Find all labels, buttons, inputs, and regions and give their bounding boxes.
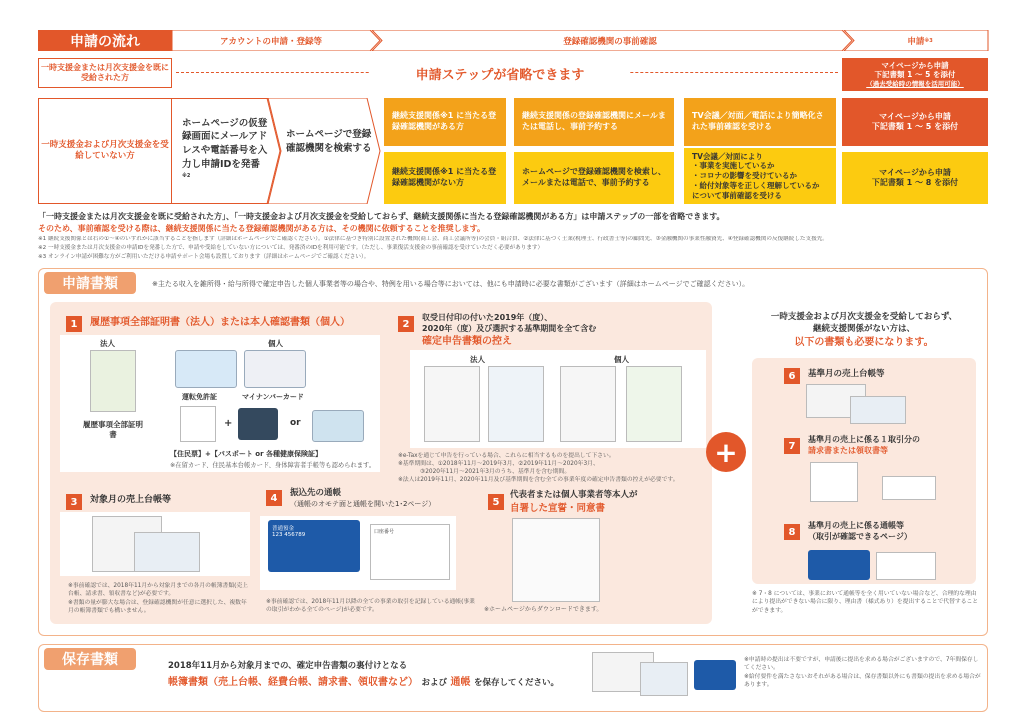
doc1-title: 履歴事項全部証明書（法人）または本人確認書類（個人） xyxy=(90,317,350,328)
doc8-number: 8 xyxy=(784,524,800,540)
doc4-title xyxy=(290,488,435,510)
doc1-combo: 【住民票】+【パスポート or 各種健康保険証】 xyxy=(170,450,322,458)
doc4-note: ※事前確認では、2018年11月以降の全ての事業の取引を記録している通帳(事業の取引がわかる全てのページ)が必要です。 xyxy=(266,599,475,614)
doc8-title-2: （取引が確認できるページ） xyxy=(808,532,912,542)
tax-return-indiv-1 xyxy=(560,366,616,442)
plus-circle-icon: + xyxy=(706,432,746,472)
step-b3-4: ・給付対象等を正しく理解しているか xyxy=(692,180,820,190)
summary-line-2: そのため、事前確認を受ける際は、継続支援関係に当たる登録確認機関がある方は、その機関に依頼することを推奨します。 xyxy=(38,224,486,233)
doc1-note: ※在留カード、住民基本台帳カード、身体障害者手帳等も認められます。 xyxy=(170,462,376,469)
doc5-title-1: 代表者または個人事業者等本人が xyxy=(510,490,638,500)
header-account: アカウントの申請・登録等 xyxy=(220,36,322,47)
passbook-inside-header: 口座番号 xyxy=(374,529,395,535)
step-a4-1: マイページから申請 xyxy=(879,111,951,121)
ledger-image-2 xyxy=(134,532,200,572)
doc1-indiv-label: 個人 xyxy=(268,339,283,348)
doc7-title-1: 基準月の売上に係る１取引分の xyxy=(808,435,920,444)
mynumber-image xyxy=(244,350,306,388)
step-b3-5: について事前確認を受ける xyxy=(692,190,782,200)
additional-note: ※ 7・8 については、事業において通帳等を全く用いていない場合など、合理的な理由により提出ができない場合に限り、理由書（様式あり）を提出することで代替することができます。 xyxy=(752,591,979,614)
step-a2: 継続支援関係の登録確認機関にメールまたは電話し、事前予約する xyxy=(514,98,674,146)
doc6-image-2 xyxy=(850,396,906,424)
header-apply-label: 申請 xyxy=(907,36,925,47)
doc2-title-1: 収受日付印の付いた2019年（度）、 xyxy=(422,313,553,322)
doc2-indiv-label: 個人 xyxy=(614,355,629,364)
doc3-notes xyxy=(68,582,252,616)
step-b3 xyxy=(684,148,836,204)
row1-apply-3: （過去受給時の情報を活用可能） xyxy=(866,80,964,89)
passbook-cover xyxy=(268,520,360,572)
additional-header-1: 一時支援金および月次支援金を受給しておらず、 xyxy=(770,312,958,322)
doc2-note-4: ※法人は2019年11月、2020年11月及び基準期間を含む全ての事業年度の確定申告書類の控えが必要です。 xyxy=(398,477,679,484)
doc6-number: 6 xyxy=(784,368,800,384)
doc2-title xyxy=(422,313,596,348)
keep-text-2 xyxy=(168,673,559,688)
keep-text-2b: および xyxy=(421,678,447,688)
keep-tab: 保存書類 xyxy=(44,648,136,670)
doc1-or: or xyxy=(290,418,301,428)
step-b4-2: 下記書類 1 〜 8 を添付 xyxy=(871,178,959,187)
doc5-note: ※ホームページからダウンロードできます。 xyxy=(484,606,603,613)
insurance-card-image xyxy=(312,410,364,442)
resident-record-image xyxy=(180,406,216,442)
header-apply xyxy=(850,30,990,51)
step-b3-1: TV会議／対面により xyxy=(692,151,763,161)
note-2: ※2 一時支援金または月次支援金の申請IDを発番した方で、申請や受給をしていない方については、発番済のIDを利用可能です。（ただし、事業復活支援金の事前確認を受けていただく必要があります） xyxy=(38,245,544,251)
doc1-corp-label: 法人 xyxy=(100,339,115,348)
keep-notes xyxy=(744,656,984,690)
summary-line-1: 「一時支援金または月次支援金を既に受給された方」、「一時支援金および月次支援金を受給しておらず、継続支援関係に当たる登録確認機関がある方」は申請ステップの一部を省略できます。 xyxy=(38,212,725,221)
doc2-title-2: 2020年（度）及び選択する基準期間を全て含む xyxy=(422,323,597,333)
row1-label: 一時支援金または月次支援金を既に受給された方 xyxy=(38,58,172,88)
step-a4-2: 下記書類 1 〜 5 を添付 xyxy=(871,122,959,131)
step-a4 xyxy=(842,98,988,146)
step-b3-3: ・コロナの影響を受けているか xyxy=(692,171,797,181)
doc3-number: 3 xyxy=(66,494,82,510)
doc8-title xyxy=(808,520,912,542)
step-b4-1: マイページから申請 xyxy=(879,167,951,177)
step-b1: 継続支援関係※1 に当たる登録確認機関がない方 xyxy=(384,152,506,204)
doc1-number: 1 xyxy=(66,316,82,332)
doc4-title-sub: （通帳のオモテ面と通帳を開いた1･2ページ） xyxy=(290,499,436,508)
passbook-inside xyxy=(370,524,450,580)
additional-header-2: 継続支援関係がない方は、 xyxy=(812,323,915,334)
doc3-title: 対象月の売上台帳等 xyxy=(90,495,172,505)
doc6-title: 基準月の売上台帳等 xyxy=(808,369,885,379)
corp-certificate-image xyxy=(90,350,136,412)
keep-text-2d: を保存してください。 xyxy=(473,678,559,688)
doc7-title-2: 請求書または領収書等 xyxy=(808,446,888,456)
doc2-note-1: ※e-Taxを通じて申告を行っている場合、これらに相当するものを提出して下さい。 xyxy=(398,453,615,459)
omit-text: 申請ステップが省略できます xyxy=(370,64,630,83)
signup-sup: ※2 xyxy=(182,172,191,179)
doc4-title-main: 振込先の通帳 xyxy=(290,488,342,498)
doc1-corp-doc: 履歴事項全部証明書 xyxy=(83,420,143,440)
signup-text: ホームページの仮登録画面にメールアドレスや電話番号を入力し申請IDを発番 xyxy=(182,117,268,170)
doc4-number: 4 xyxy=(266,490,282,506)
passport-image xyxy=(238,408,278,440)
doc1-mynumber: マイナンバーカード xyxy=(242,393,304,401)
tax-return-indiv-2 xyxy=(626,366,682,442)
doc2-title-3: 確定申告書類の控え xyxy=(422,335,512,347)
doc2-corp-label: 法人 xyxy=(470,355,485,364)
flow-title: 申請の流れ xyxy=(38,30,172,51)
step-b2: ホームページで登録確認機関を検索し、メールまたは電話で、事前予約する xyxy=(514,152,674,204)
doc3-note-1: ※事前確認では、2018年11月から対象月までの各月の帳簿書類(売上台帳、請求書、領収書など)が必要です。 xyxy=(68,583,248,598)
row1-apply-2: 下記書類 1 〜 5 を添付 xyxy=(874,70,956,80)
doc2-number: 2 xyxy=(398,316,414,332)
doc7-number: 7 xyxy=(784,438,800,454)
additional-header-3: 以下の書類も必要になります。 xyxy=(794,336,934,348)
keep-text-2c: 通帳 xyxy=(450,677,471,688)
note-3: ※3 オンライン申請が困難な方がご利用いただける申請サポート会場も設置しております（詳細はホームページでご確認ください）。 xyxy=(38,254,370,260)
keep-passbook-image xyxy=(694,660,736,690)
passbook-bank: 普通預金 xyxy=(272,526,295,532)
row1-apply-1: マイページから申請 xyxy=(881,60,949,70)
row2-label: 一時支援金および月次支援金を受給していない方 xyxy=(38,98,172,204)
step-a3: TV会議／対面／電話により簡略化された事前確認を受ける xyxy=(684,98,836,146)
search-step: ホームページで登録確認機関を検索する xyxy=(286,129,372,154)
keep-note-2: ※給付要件を満たさないおそれがある場合は、保存書類以外にも書類の提出を求める場合があります。 xyxy=(744,673,981,689)
doc2-note-2: ※基準期間は、①2018年11月～2019年3月、②2019年11月～2020年3月、 xyxy=(398,461,599,468)
keep-text-2a: 帳簿書類（売上台帳、経費台帳、請求書、領収書など） xyxy=(168,677,418,688)
step-a1: 継続支援関係※1 に当たる登録確認機関がある方 xyxy=(384,98,506,146)
documents-intro: ※主たる収入を雑所得・給与所得で確定申告した個人事業者等の場合や、特例を用いる場合等においては、他にも申請時に必要な書類がございます（詳細はホームページでご確認ください）。 xyxy=(152,280,750,288)
doc5-number: 5 xyxy=(488,494,504,510)
documents-tab: 申請書類 xyxy=(44,272,136,294)
passbook-number: 123 456789 xyxy=(272,532,306,538)
keep-ledger-image-2 xyxy=(640,662,688,696)
doc5-title-2: 自署した宣誓・同意書 xyxy=(510,502,606,514)
receipt-image xyxy=(882,476,936,500)
doc8-passbook-inside xyxy=(876,552,936,580)
doc2-notes xyxy=(398,452,706,484)
doc1-license: 運転免許証 xyxy=(182,393,217,401)
keep-note-1: ※申請時の提出は不要ですが、申請後に提出を求める場合がございますので、7年間保存してください。 xyxy=(744,657,979,672)
doc3-note-2: ※書類の量が膨大な場合は、登録確認機関が任意に選択した、複数年月の帳簿書類でも構いません。 xyxy=(68,599,247,615)
tax-return-corp-1 xyxy=(424,366,480,442)
doc8-title-1: 基準月の売上に係る通帳等 xyxy=(808,521,904,530)
keep-text-1: 2018年11月から対象月までの、確定申告書類の裏付けとなる xyxy=(168,661,408,671)
doc7-title xyxy=(808,434,920,456)
license-image xyxy=(175,350,237,388)
additional-header xyxy=(746,312,982,350)
note-1: ※1 継続支援関係とは右の①～④のいずれかに該当することを指します（詳細はホームページでご確認ください）。①法律に基づき特別に設置された機関(商工会、商工会議所等)の会員・組合員、②法律に基づく士業(税理士、行政書士等)の顧問先、③金融機関の事業性融資先、④登録確認機関の反復継続した支援先。 xyxy=(38,236,828,242)
invoice-image xyxy=(810,462,858,502)
oath-document-image xyxy=(512,518,600,602)
doc1-plus: + xyxy=(224,418,233,429)
doc8-passbook-cover xyxy=(808,550,870,580)
row1-apply-box xyxy=(842,58,988,91)
step-b4 xyxy=(842,152,988,204)
doc2-note-3: ③2020年11月～2021年3月のうち、基準月を含む期間。 xyxy=(420,469,571,476)
header-apply-sup: ※3 xyxy=(924,37,933,44)
doc5-title xyxy=(510,490,638,515)
step-b3-2: ・事業を実施しているか xyxy=(692,161,775,171)
header-precheck: 登録確認機関の事前確認 xyxy=(563,36,657,47)
tax-return-corp-2 xyxy=(488,366,544,442)
